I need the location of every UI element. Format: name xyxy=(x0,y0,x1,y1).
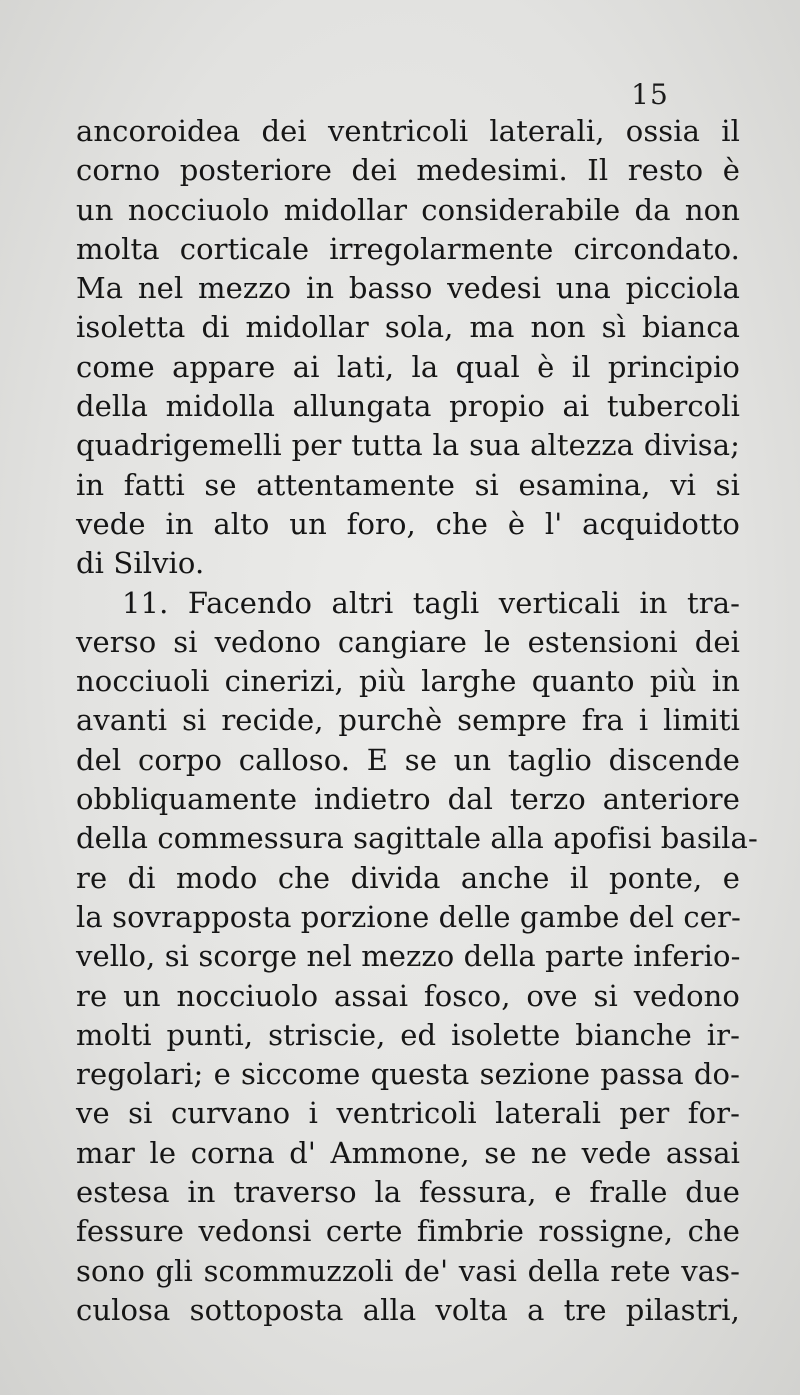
text-line: Ma nel mezzo in basso vedesi una picciola xyxy=(76,271,740,306)
text-line: di Silvio. xyxy=(76,546,205,581)
text-line: nocciuoli cinerizi, più larghe quanto più in xyxy=(76,664,740,699)
text-line: un nocciuolo midollar considerabile da non xyxy=(76,192,740,227)
text-line: vede in alto un foro, che è l' acquidotto xyxy=(76,506,740,541)
text-line: mar le corna d' Ammone, se ne vede assai xyxy=(76,1135,740,1170)
text-line: ve si curvano i ventricoli laterali per for- xyxy=(76,1096,740,1131)
page-number: 15 xyxy=(631,78,669,111)
text-line: verso si vedono cangiare le estensioni dei xyxy=(76,624,740,659)
text-line: del corpo calloso. E se un taglio discende xyxy=(76,742,740,777)
text-line: della commessura sagittale alla apofisi basila- xyxy=(76,821,758,856)
text-line: estesa in traverso la fessura, e fralle due xyxy=(76,1175,740,1210)
text-line: molta corticale irregolarmente circondato. xyxy=(76,231,740,266)
text-line: vello, si scorge nel mezzo della parte inferio- xyxy=(76,939,741,974)
text-line: re un nocciuolo assai fosco, ove si vedono xyxy=(76,978,740,1013)
text-line: re di modo che divida anche il ponte, e xyxy=(76,860,740,895)
text-line: culosa sottoposta alla volta a tre pilastri, xyxy=(76,1292,740,1327)
text-line: molti punti, striscie, ed isolette bianche ir- xyxy=(76,1017,740,1052)
text-line: sono gli scommuzzoli de' vasi della rete vas- xyxy=(76,1253,740,1288)
text-line: della midolla allungata propio ai tubercoli xyxy=(76,389,740,424)
text-line: avanti si recide, purchè sempre fra i limiti xyxy=(76,703,740,738)
text-line: ancoroidea dei ventricoli laterali, ossia il xyxy=(76,114,740,148)
text-line: isoletta di midollar sola, ma non sì bianca xyxy=(76,310,740,345)
text-line: come appare ai lati, la qual è il principio xyxy=(76,349,740,384)
text-line: obbliquamente indietro dal terzo anteriore xyxy=(76,782,740,817)
section-start-line: 11. Facendo altri tagli verticali in tra- xyxy=(122,585,740,620)
text-line: quadrigemelli per tutta la sua altezza divisa; xyxy=(76,428,740,463)
text-line: in fatti se attentamente si esamina, vi si xyxy=(76,467,740,502)
text-line: la sovrapposta porzione delle gambe del cer- xyxy=(76,899,741,934)
text-line: fessure vedonsi certe fimbrie rossigne, che xyxy=(76,1214,740,1249)
text-line: corno posteriore dei medesimi. Il resto è xyxy=(76,153,740,188)
text-line: regolari; e siccome questa sezione passa do- xyxy=(76,1057,740,1092)
page-body-text xyxy=(76,112,758,1330)
